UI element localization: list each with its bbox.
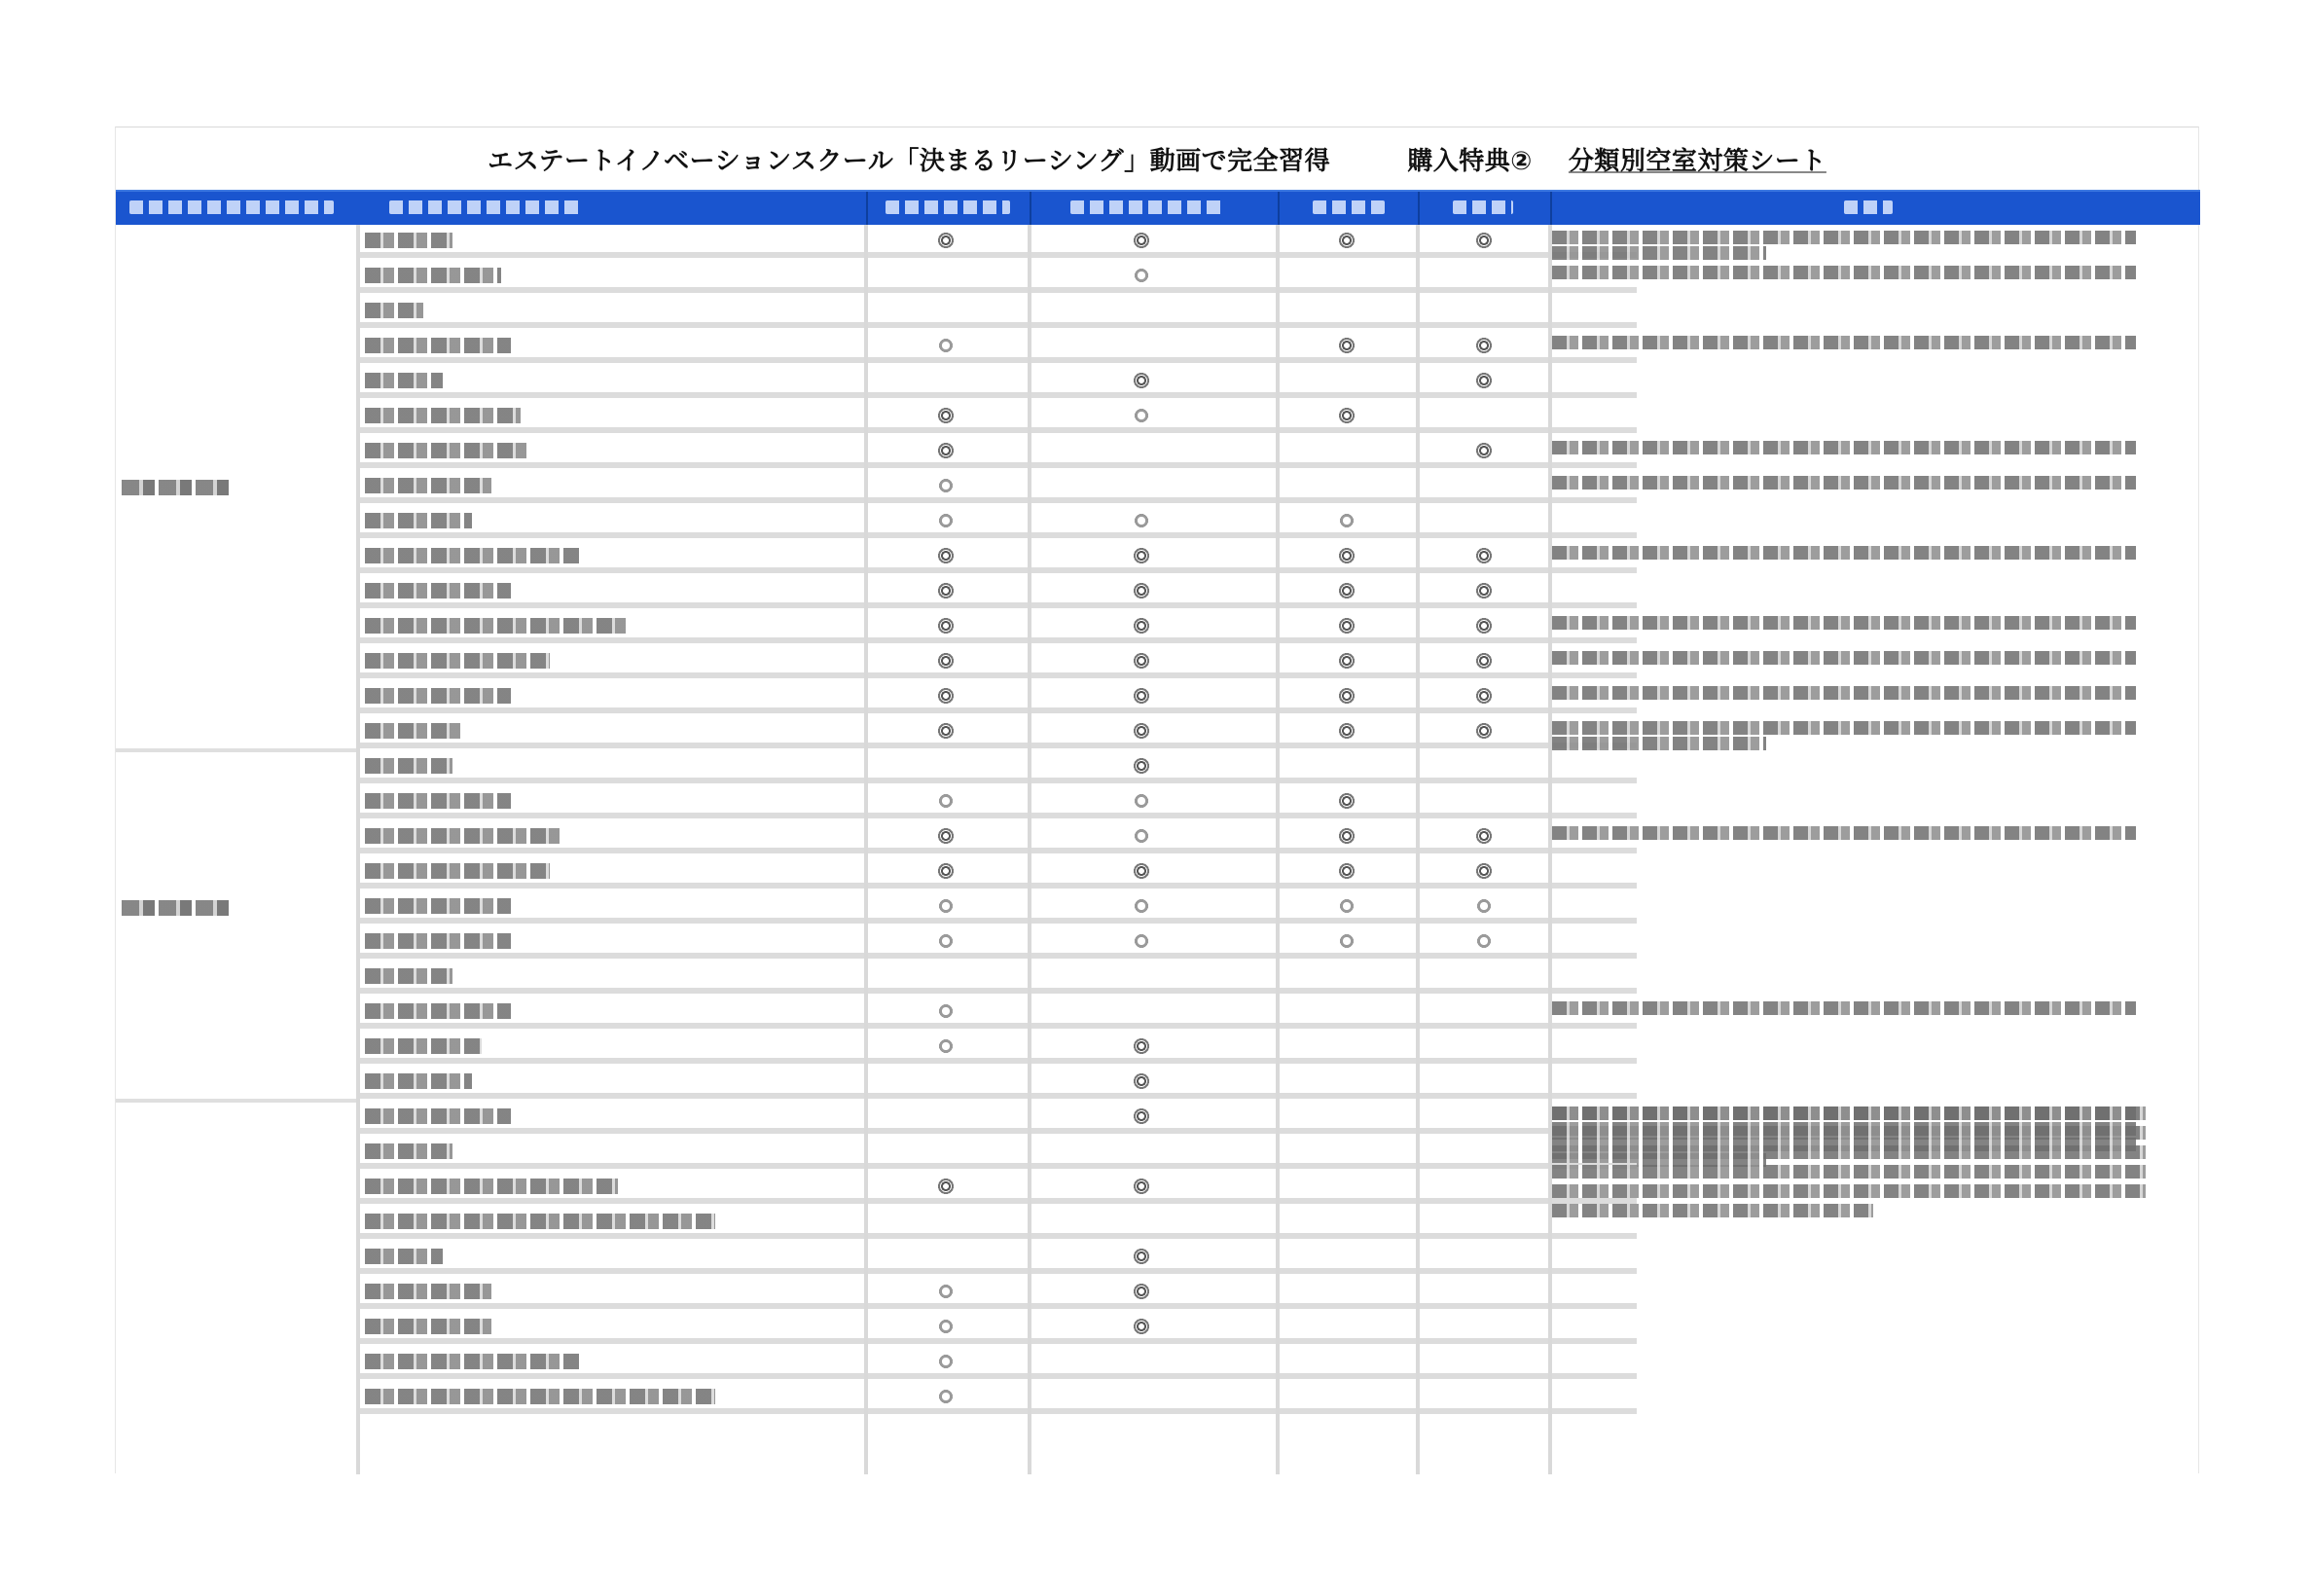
table-row [358, 260, 1637, 293]
note-text-blurred [1552, 651, 2136, 665]
double-circle-mark [1338, 583, 1356, 598]
table-row [358, 715, 1637, 748]
double-circle-mark [1133, 1073, 1150, 1089]
double-circle-mark [937, 583, 955, 598]
circle-mark [937, 793, 955, 809]
header-cell-item [358, 192, 629, 225]
double-circle-mark [1338, 688, 1356, 704]
header-cell-col4 [1030, 192, 1278, 225]
item-label-blurred [365, 1284, 491, 1299]
double-circle-mark [937, 618, 955, 634]
item-label-blurred [365, 1319, 491, 1334]
spreadsheet-sheet [115, 127, 2199, 1473]
note-text-blurred [1552, 1165, 2146, 1179]
item-label-blurred [365, 968, 452, 984]
double-circle-mark [1133, 583, 1150, 598]
item-label-blurred [365, 1389, 715, 1404]
circle-mark [937, 1319, 955, 1334]
item-label-blurred [365, 933, 511, 949]
double-circle-mark [1338, 618, 1356, 634]
double-circle-mark [1338, 863, 1356, 879]
column-divider [1276, 225, 1280, 1474]
item-label-blurred [365, 268, 501, 283]
double-circle-mark [1338, 723, 1356, 739]
note-text-blurred [1552, 336, 2136, 349]
header-label-blurred [1453, 200, 1513, 214]
item-label-blurred [365, 653, 550, 669]
item-label-blurred [365, 828, 560, 844]
circle-mark [1133, 898, 1150, 914]
double-circle-mark [1338, 338, 1356, 353]
double-circle-mark [937, 863, 955, 879]
double-circle-mark [937, 828, 955, 844]
header-cell-notes [1550, 192, 2200, 225]
double-circle-mark [937, 723, 955, 739]
header-cell-col5 [1278, 192, 1418, 225]
double-circle-mark [1133, 1179, 1150, 1194]
circle-mark [937, 933, 955, 949]
double-circle-mark [937, 408, 955, 423]
note-text-blurred [1552, 737, 1766, 750]
note-text-blurred [1552, 686, 2136, 700]
double-circle-mark [1475, 863, 1493, 879]
double-circle-mark [1475, 443, 1493, 458]
table-row [358, 330, 1637, 363]
circle-mark [937, 338, 955, 353]
table-row [358, 645, 1637, 678]
note-text-blurred [1552, 246, 1766, 260]
table-row [358, 435, 1637, 468]
double-circle-mark [1133, 723, 1150, 739]
note-text-blurred [1552, 441, 2136, 454]
note-text-blurred [1552, 1001, 2136, 1015]
item-label-blurred [365, 583, 511, 598]
item-label-blurred [365, 478, 491, 493]
table-row [358, 1276, 1637, 1309]
item-label-blurred [365, 618, 628, 634]
column-divider [1416, 225, 1420, 1474]
circle-mark [937, 898, 955, 914]
circle-mark [937, 513, 955, 528]
table-row [358, 400, 1637, 433]
table-row [358, 1031, 1637, 1064]
table-row [358, 680, 1637, 713]
item-label-blurred [365, 1108, 511, 1124]
table-row [358, 1136, 1637, 1169]
circle-mark [937, 1354, 955, 1369]
item-label-blurred [365, 373, 443, 388]
double-circle-mark [1133, 1284, 1150, 1299]
note-text-blurred [1552, 616, 2136, 630]
table-row [358, 575, 1637, 608]
table-row [358, 1101, 1637, 1134]
item-label-blurred [365, 1249, 443, 1264]
note-text-blurred [1552, 826, 2136, 840]
header-cell-col3 [866, 192, 1030, 225]
item-label-blurred [365, 1179, 618, 1194]
table-row [358, 785, 1637, 818]
double-circle-mark [937, 653, 955, 669]
double-circle-mark [1133, 1319, 1150, 1334]
category-separator [116, 1099, 358, 1103]
double-circle-mark [1338, 793, 1356, 809]
double-circle-mark [1133, 618, 1150, 634]
header-cell-category [116, 192, 358, 225]
item-label-blurred [365, 338, 511, 353]
column-divider [1028, 225, 1031, 1474]
table-row [358, 470, 1637, 503]
document-title [116, 141, 2198, 177]
note-text-blurred [1552, 1145, 2146, 1159]
double-circle-mark [1133, 863, 1150, 879]
table-row [358, 1066, 1637, 1099]
note-text-blurred [1552, 1126, 2146, 1140]
item-label-blurred [365, 443, 530, 458]
double-circle-mark [937, 548, 955, 563]
item-label-blurred [365, 723, 462, 739]
double-circle-mark [1475, 828, 1493, 844]
item-label-blurred [365, 1143, 452, 1159]
item-label-blurred [365, 1214, 715, 1229]
item-label-blurred [365, 758, 452, 774]
circle-mark [937, 1389, 955, 1404]
header-cell-col6 [1418, 192, 1550, 225]
item-label-blurred [365, 303, 423, 318]
double-circle-mark [1133, 373, 1150, 388]
header-label-blurred [1844, 200, 1893, 214]
title-subtitle: 購入特典② [1407, 147, 1533, 176]
note-text-blurred [1552, 721, 2136, 735]
item-label-blurred [365, 408, 521, 423]
double-circle-mark [1475, 233, 1493, 248]
note-text-blurred [1552, 231, 2136, 244]
double-circle-mark [937, 443, 955, 458]
double-circle-mark [1133, 233, 1150, 248]
category-separator [116, 748, 358, 752]
double-circle-mark [1475, 548, 1493, 563]
note-text-blurred [1552, 1184, 2146, 1198]
table-row [358, 505, 1637, 538]
double-circle-mark [1475, 618, 1493, 634]
header-label-blurred [1070, 200, 1226, 214]
table-row [358, 890, 1637, 924]
note-text-blurred [1552, 266, 2136, 279]
double-circle-mark [1338, 548, 1356, 563]
circle-mark [937, 478, 955, 493]
note-text-blurred [1552, 546, 2136, 560]
table-row [358, 750, 1637, 783]
double-circle-mark [1475, 338, 1493, 353]
circle-mark [1133, 933, 1150, 949]
circle-mark [1338, 898, 1356, 914]
category-label-blurred [122, 480, 229, 495]
circle-mark [937, 1003, 955, 1019]
table-row [358, 996, 1637, 1029]
double-circle-mark [1133, 1108, 1150, 1124]
double-circle-mark [1338, 653, 1356, 669]
table-header [116, 190, 2200, 225]
circle-mark [1338, 933, 1356, 949]
table-row [358, 1311, 1637, 1344]
item-label-blurred [365, 898, 511, 914]
header-label-blurred [1313, 200, 1385, 214]
note-text-blurred [1552, 1204, 1873, 1217]
table-row [358, 365, 1637, 398]
table-row [358, 961, 1637, 994]
double-circle-mark [937, 1179, 955, 1194]
item-label-blurred [365, 1073, 472, 1089]
header-label-blurred [129, 200, 334, 214]
circle-mark [1133, 513, 1150, 528]
double-circle-mark [1475, 653, 1493, 669]
header-label-blurred [389, 200, 584, 214]
circle-mark [1133, 828, 1150, 844]
double-circle-mark [1133, 1038, 1150, 1054]
double-circle-mark [1475, 688, 1493, 704]
circle-mark [1338, 513, 1356, 528]
double-circle-mark [937, 233, 955, 248]
double-circle-mark [1338, 233, 1356, 248]
circle-mark [1475, 898, 1493, 914]
table-row [358, 855, 1637, 889]
item-label-blurred [365, 1038, 482, 1054]
circle-mark [1133, 408, 1150, 423]
table-row [358, 295, 1637, 328]
circle-mark [1133, 793, 1150, 809]
double-circle-mark [1338, 828, 1356, 844]
item-label-blurred [365, 513, 472, 528]
table-body [116, 225, 2200, 1474]
circle-mark [1475, 933, 1493, 949]
double-circle-mark [1338, 408, 1356, 423]
note-text-blurred [1552, 476, 2136, 490]
double-circle-mark [1133, 758, 1150, 774]
circle-mark [1133, 268, 1150, 283]
item-label-blurred [365, 548, 579, 563]
title-main: エステートイノベーションスクール「決まるリーシング」動画で完全習得 [488, 147, 1331, 176]
item-label-blurred [365, 1354, 579, 1369]
column-divider [356, 225, 360, 1474]
double-circle-mark [1133, 688, 1150, 704]
column-divider [1548, 225, 1552, 1474]
item-label-blurred [365, 793, 511, 809]
header-label-blurred [886, 200, 1010, 214]
table-row [358, 225, 1637, 258]
item-label-blurred [365, 1003, 511, 1019]
circle-mark [937, 1284, 955, 1299]
table-row [358, 1241, 1637, 1274]
circle-mark [937, 1038, 955, 1054]
item-label-blurred [365, 688, 511, 704]
item-label-blurred [365, 233, 452, 248]
double-circle-mark [1475, 583, 1493, 598]
double-circle-mark [937, 688, 955, 704]
table-row [358, 925, 1637, 959]
item-label-blurred [365, 863, 550, 879]
double-circle-mark [1475, 723, 1493, 739]
sheet-name: 分類別空室対策シート [1568, 147, 1826, 176]
double-circle-mark [1133, 548, 1150, 563]
note-text-blurred [1552, 1106, 2146, 1120]
double-circle-mark [1133, 653, 1150, 669]
column-divider [864, 225, 868, 1474]
category-label-blurred [122, 900, 229, 916]
double-circle-mark [1133, 1249, 1150, 1264]
double-circle-mark [1475, 373, 1493, 388]
